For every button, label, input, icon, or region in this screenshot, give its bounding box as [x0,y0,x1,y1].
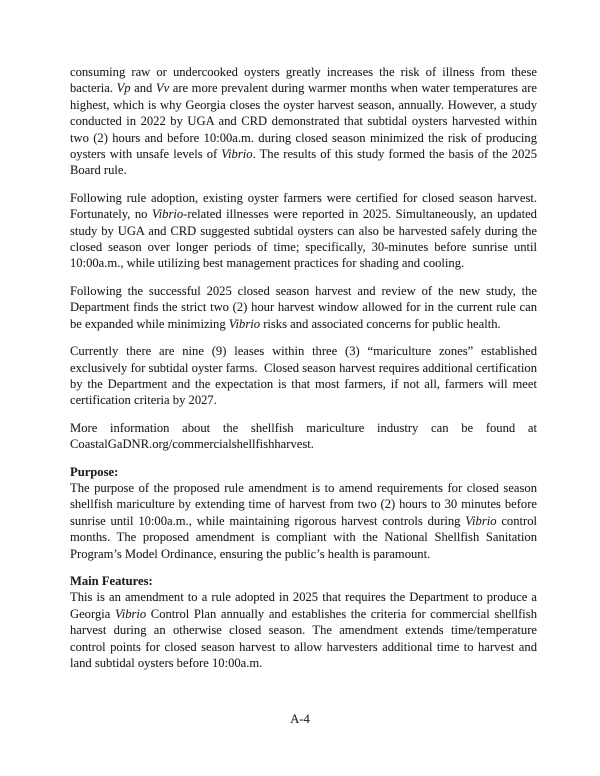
paragraph [70,589,537,671]
paragraph [70,420,537,453]
text-run: Control Plan annually and establishes the criteria for commercial shellfish harvest during an otherwise closed season. The amendment extends time/temperature control points for closed season harvest to allow harvesters additional time to harvest and land subtidal oysters before 10:00a.m. [70,606,537,670]
text-run: Purpose: [70,464,119,479]
text-run: More information about the shellfish mariculture industry can be found at [70,420,537,435]
paragraph [70,64,537,179]
text-run: This is an amendment to a rule adopted in 2025 that requires the Department to produce a Georgia [70,590,537,621]
text-run: consuming raw or undercooked oysters greatly increases the risk of illness from these bacteria. [70,65,537,96]
text-run: are more prevalent during warmer months when water temperatures are highest, which is why Georgia closes the oyster harvest season, annually. However, a study conducted in 2022 by UGA and CRD demonstrated that subtidal oysters harvested within two (2) hours and before 10:00a.m. during closed season minimized the risk of producing oysters with unsafe levels of [70,81,537,162]
text-run: -related illnesses were reported in 2025. Simultaneously, an updated study by UGA and CRD suggested subtidal oysters can also be harvested safely during the closed season over longer periods of time; specifically, 30-minutes before sunrise until 10:00a.m., while utilizing best management practices for shading and cooling. [70,207,537,271]
paragraph [70,480,537,562]
italic-text-run: Vv [155,81,170,96]
paragraph [70,190,537,272]
page-number: A-4 [290,712,310,726]
section-heading [70,464,537,480]
text-run: Currently there are nine (9) leases within three (3) “mariculture zones” established exclusively for subtidal oyster farms. Closed season harvest requires additional certification by the Department and the expectation is that most farmers, if not all, farmers will meet certification criteria by 2027. [70,344,537,408]
italic-text-run: Vibrio [151,207,184,222]
text-run: risks and associated concerns for public health. [260,316,501,331]
document-body [70,64,537,682]
text-run: Following the successful 2025 closed season harvest and review of the new study, the Department finds the strict two (2) hour harvest window allowed for in the current rule can be expanded while minimizing [70,283,537,331]
text-run: and [130,81,156,96]
text-run: . [310,437,314,452]
section-heading [70,573,537,589]
website-url: CoastalGaDNR.org/commercialshellfishharvest [70,437,311,452]
italic-text-run: Vp [116,81,131,96]
text-run: control months. The proposed amendment is compliant with the National Shellfish Sanitation Program’s Model Ordinance, ensuring the public’s health is paramount. [70,513,537,561]
paragraph [70,343,537,409]
italic-text-run: Vibrio [228,316,261,331]
italic-text-run: Vibrio [221,147,253,162]
text-run: Following rule adoption, existing oyster farmers were certified for closed season harvest. Fortunately, no [70,190,537,222]
text-run: Main Features: [70,573,153,588]
text-run: . The results of this study formed the basis of the 2025 Board rule. [70,147,537,178]
text-run: The purpose of the proposed rule amendment is to amend requirements for closed season shellfish mariculture by extending time of harvest from two (2) hours to 30 minutes before sunrise until 10:00a.m., while maintaining rigorous harvest controls during [70,480,537,528]
italic-text-run: Vibrio [465,513,497,528]
italic-text-run: Vibrio [114,606,147,621]
paragraph [70,283,537,332]
